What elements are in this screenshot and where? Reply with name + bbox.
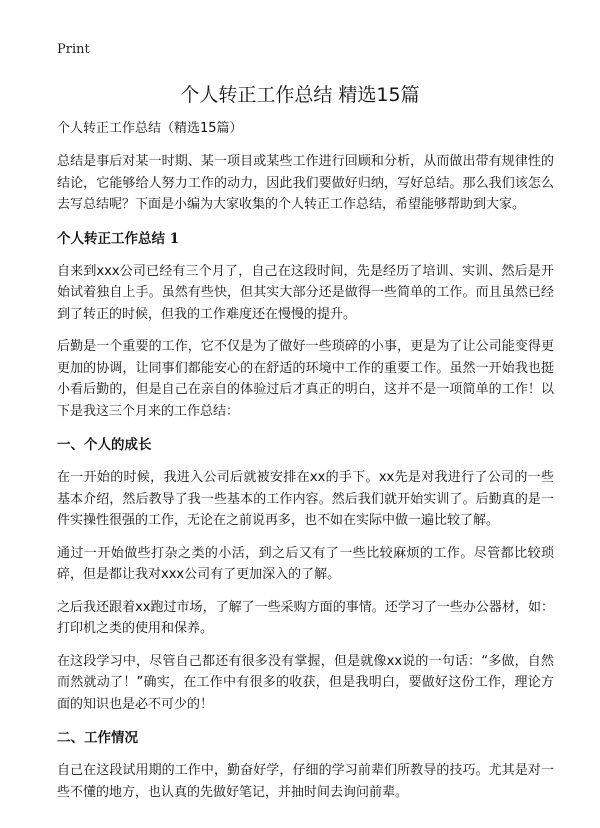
section-heading-summary-1: 个人转正工作总结 1: [57, 230, 180, 247]
section-heading-work-status: 二、工作情况: [57, 730, 138, 746]
paragraph: 之后我还跟着xx跑过市场，了解了一些采购方面的事情。还学习了一些办公器材，如：打印机之类的使用和保养。: [57, 599, 554, 636]
article-body: [57, 118, 554, 814]
paragraph: 在一开始的时候，我进入公司后就被安排在xx的手下。xx先是对我进行了公司的一些基本介绍，然后教导了我一些基本的工作内容。然后我们就开始实训了。后勤真的是一件实操性很强的工作，无论在之前说再多，也不如在实际中做一遍比较了解。: [57, 470, 554, 528]
paragraph: 后勤是一个重要的工作，它不仅是为了做好一些琐碎的小事，更是为了让公司能变得更更加的协调，让同事们都能安心的在舒适的环境中工作的重要工作。虽然一开始我也挺小看后勤的，但是自己在亲自的体验过后才真正的明白，这并不是一项简单的工作！以下是我这三个月来的工作总结：: [57, 339, 554, 419]
page-title: 个人转正工作总结 精选15篇: [180, 84, 420, 106]
print-link[interactable]: Print: [57, 42, 90, 57]
paragraph: 通过一开始做些打杂之类的小活，到之后又有了一些比较麻烦的工作。尽管都比较琐碎，但是都让我对xxx公司有了更加深入的了解。: [57, 545, 554, 582]
paragraph: 自己在这段试用期的工作中，勤奋好学，仔细的学习前辈们所教导的技巧。尤其是对一些不懂的地方，也认真的先做好笔记，并抽时间去询问前辈。: [57, 763, 554, 800]
paragraph: 自来到xxx公司已经有三个月了，自己在这段时间，先是经历了培训、实训、然后是开始试着独自上手。虽然有些快，但其实大部分还是做得一些简单的工作。而且虽然已经到了转正的时候，但我的工作难度还在慢慢的提升。: [57, 263, 554, 322]
paragraph: 在这段学习中，尽管自己都还有很多没有掌握，但是就像xx说的一句话：“多做，自然而然就动了！”确实，在工作中有很多的收获，但是我明白，要做好这份工作，理论方面的知识也是必不可少的！: [57, 653, 554, 712]
intro-paragraph: 总结是事后对某一时期、某一项目或某些工作进行回顾和分析，从而做出带有规律性的结论，它能够给人努力工作的动力，因此我们要做好归纳，写好总结。那么我们该怎么去写总结呢？下面是小编为大家收集的个人转正工作总结，希望能够帮助到大家。: [57, 154, 554, 212]
section-heading-personal-growth: 一、个人的成长: [57, 437, 152, 453]
article-subtitle: 个人转正工作总结（精选15篇）: [57, 121, 243, 136]
